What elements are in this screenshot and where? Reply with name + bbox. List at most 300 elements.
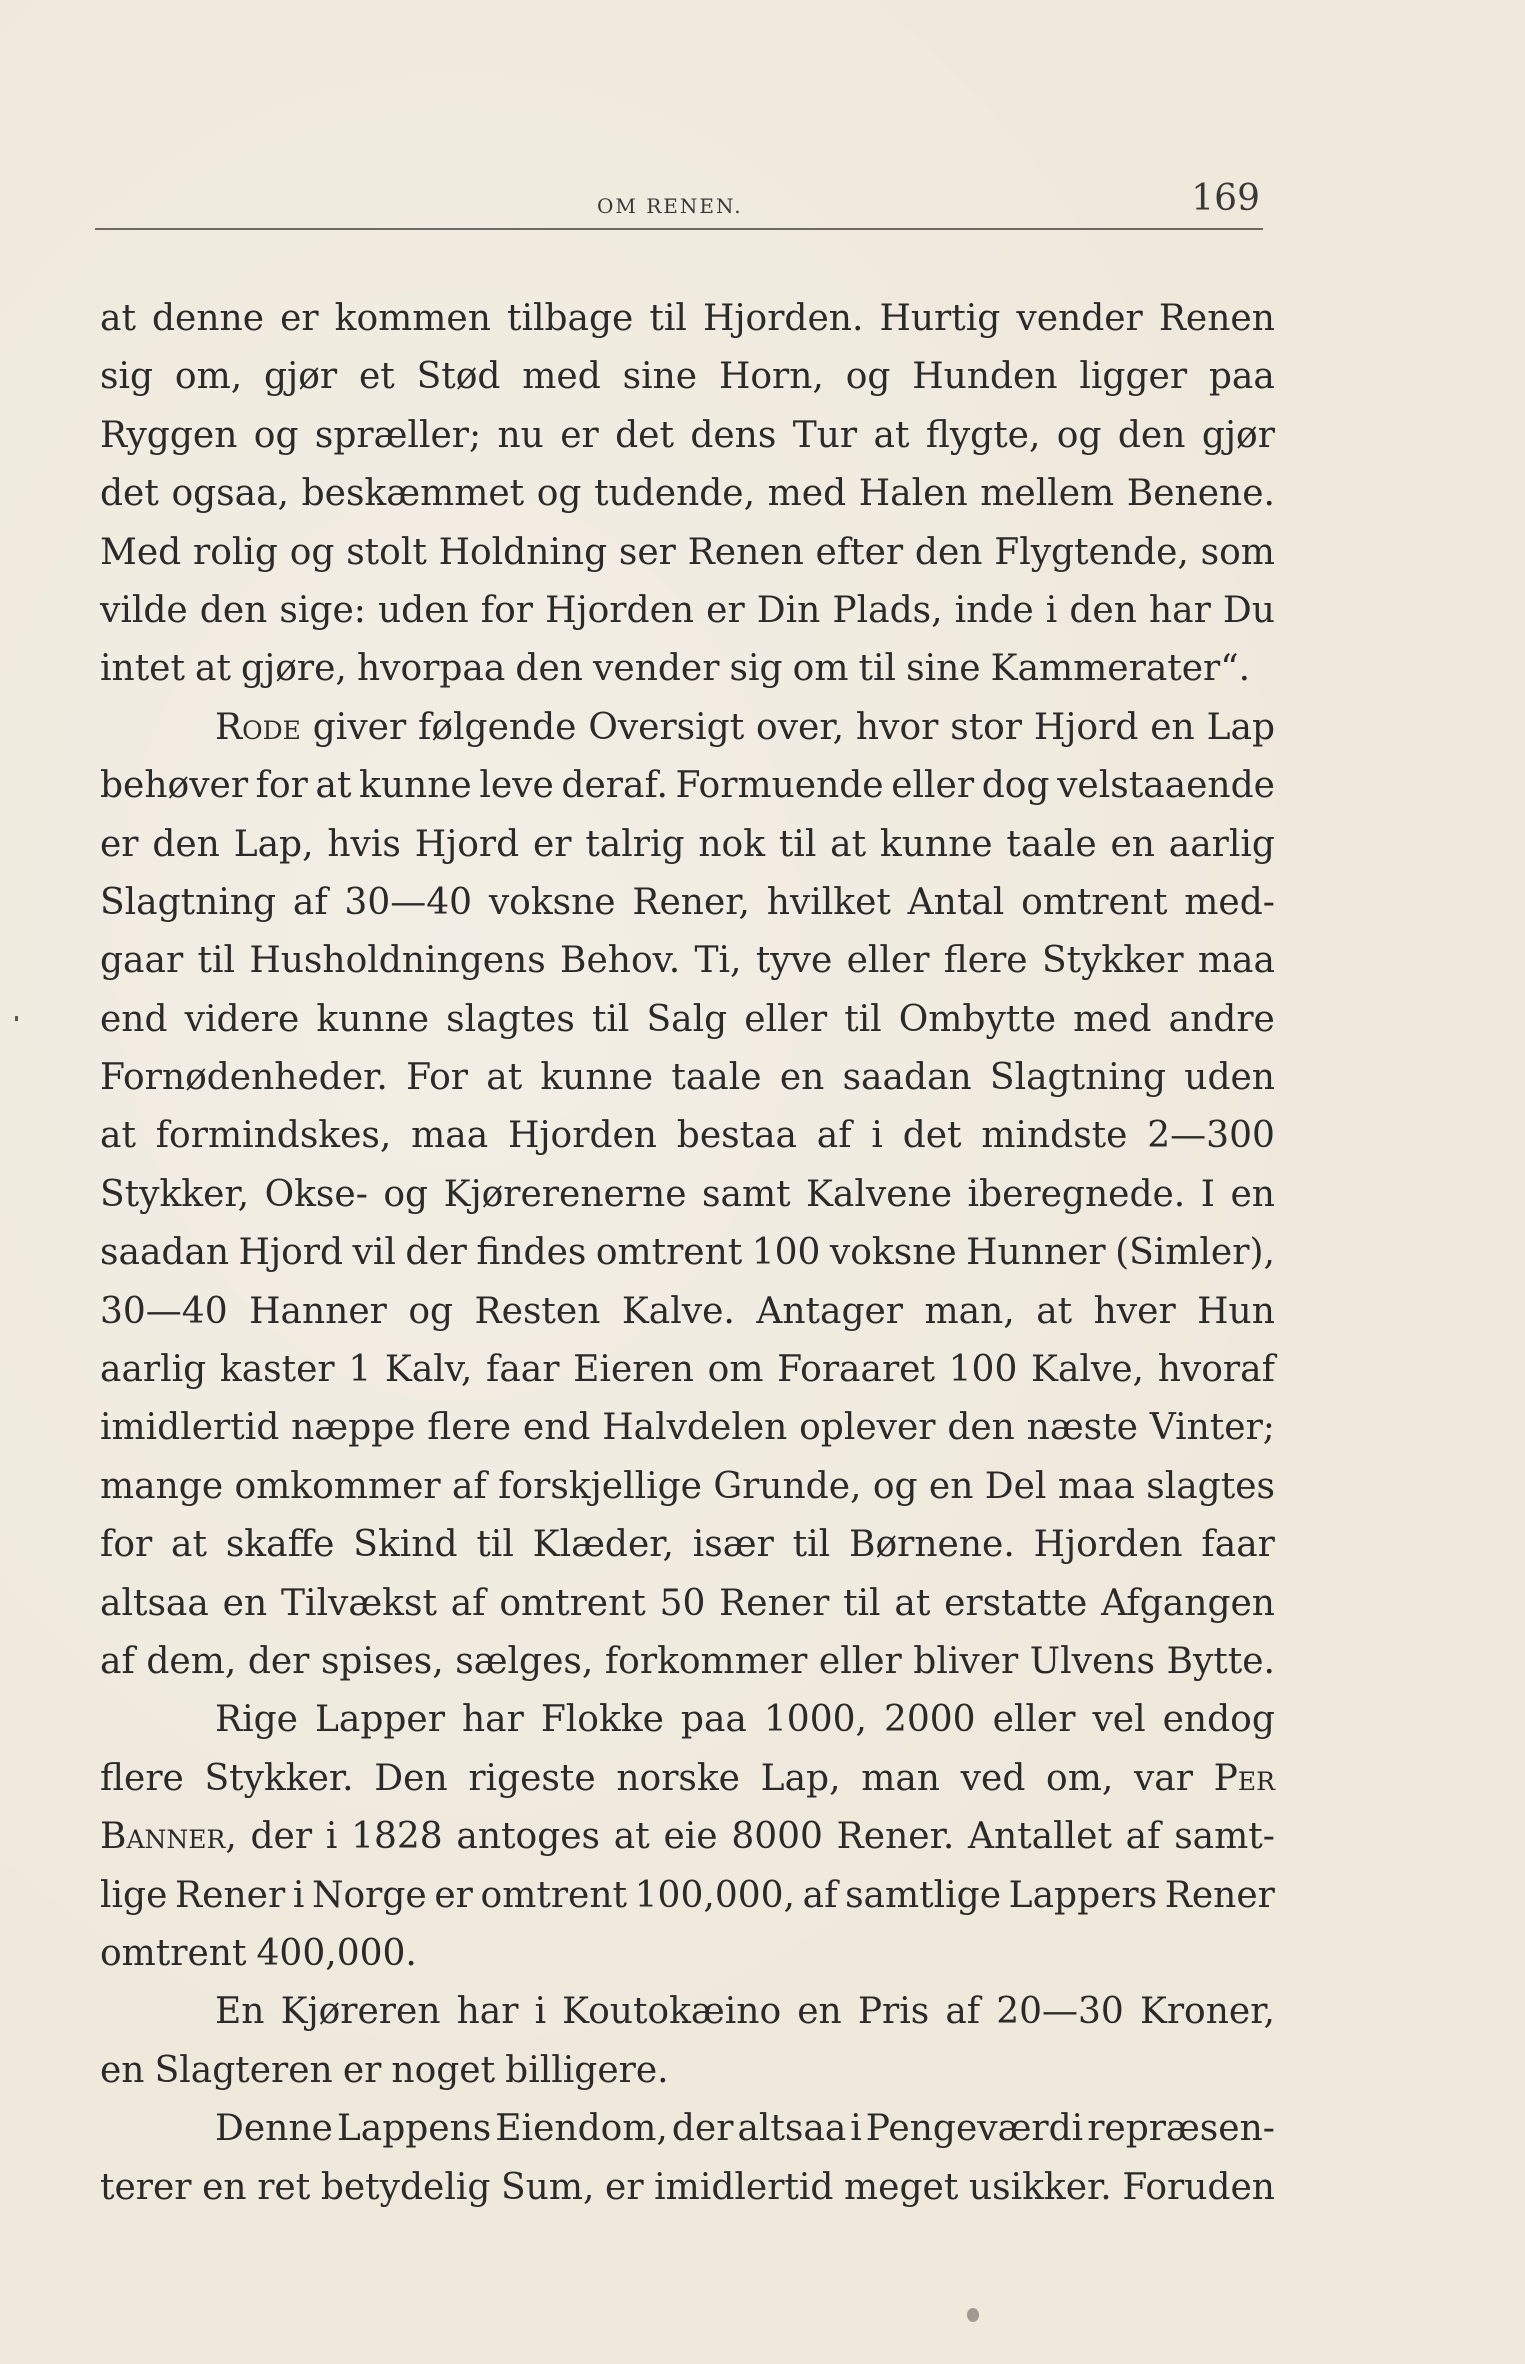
word: og bbox=[408, 1290, 454, 1332]
word: kunne bbox=[879, 823, 993, 865]
word: intet bbox=[100, 648, 185, 690]
word: til bbox=[792, 1524, 831, 1566]
word: om, bbox=[1046, 1757, 1114, 1799]
word: spises, bbox=[320, 1640, 444, 1682]
word: eller bbox=[846, 940, 930, 982]
word: slagtes bbox=[1146, 1465, 1275, 1507]
word: med- bbox=[1184, 881, 1275, 923]
page-number: 169 bbox=[1191, 178, 1260, 219]
word: spræller; bbox=[314, 414, 482, 456]
word: maa bbox=[1197, 940, 1275, 982]
word: eller bbox=[744, 998, 828, 1040]
word: dog bbox=[981, 765, 1050, 807]
word: til bbox=[778, 823, 817, 865]
word: flygte, bbox=[925, 414, 1041, 456]
word: Eiendom, bbox=[495, 2108, 668, 2150]
word: 1828 bbox=[351, 1816, 443, 1858]
word: Rener bbox=[1164, 1874, 1275, 1916]
word: for bbox=[255, 765, 308, 807]
word: over, bbox=[756, 706, 845, 748]
word: i bbox=[292, 1874, 305, 1916]
word: samtlige bbox=[845, 1874, 1001, 1916]
word: andre bbox=[1168, 998, 1275, 1040]
word: end bbox=[100, 998, 168, 1040]
word: flere bbox=[943, 940, 1028, 982]
word: følgende bbox=[418, 706, 577, 748]
word: Flokke bbox=[540, 1699, 664, 1741]
word: imidlertid bbox=[654, 2166, 834, 2208]
word: en bbox=[928, 1465, 974, 1507]
word: for bbox=[480, 589, 533, 631]
word: norske bbox=[616, 1757, 740, 1799]
word: af bbox=[292, 881, 328, 923]
word: (Simler), bbox=[1115, 1232, 1275, 1274]
text-line bbox=[100, 1516, 1275, 1574]
word: omtrent bbox=[1021, 881, 1168, 923]
word: Slagteren bbox=[154, 2049, 333, 2091]
word: og bbox=[536, 473, 582, 515]
word: kunne bbox=[359, 765, 472, 807]
word: med bbox=[767, 473, 847, 515]
word: Kroner, bbox=[1139, 1991, 1275, 2033]
word: af bbox=[945, 1991, 981, 2033]
word: Stykker. bbox=[204, 1757, 354, 1799]
text-line bbox=[100, 1107, 1275, 1165]
word: mindste bbox=[981, 1115, 1128, 1157]
word: er bbox=[434, 1874, 473, 1916]
text-line bbox=[100, 465, 1275, 523]
word: omtrent bbox=[480, 1874, 627, 1916]
word: forskjellige bbox=[498, 1465, 702, 1507]
word: oplever bbox=[799, 1407, 936, 1449]
word: kommen bbox=[334, 298, 491, 339]
word: Hun bbox=[1197, 1290, 1275, 1332]
text-line bbox=[100, 1575, 1275, 1633]
word: Stykker bbox=[1041, 940, 1184, 982]
word: hvilket bbox=[766, 881, 891, 923]
word: vilde bbox=[100, 589, 188, 631]
word: saadan bbox=[842, 1057, 972, 1099]
word: der bbox=[247, 1640, 310, 1682]
word: tilbage bbox=[507, 298, 634, 339]
word: og bbox=[845, 356, 891, 398]
word: 30—40 bbox=[100, 1290, 228, 1332]
word: det bbox=[902, 1115, 962, 1157]
text-line bbox=[100, 640, 1275, 698]
word: vender bbox=[593, 648, 720, 690]
word: det bbox=[100, 473, 159, 515]
word: Kammerater“. bbox=[990, 648, 1251, 690]
word: i bbox=[871, 1115, 883, 1157]
word: Flygtende, bbox=[994, 531, 1189, 573]
word: Fornødenheder. bbox=[100, 1057, 388, 1099]
word: altsaa bbox=[737, 2108, 847, 2150]
word: omtrent bbox=[595, 1232, 743, 1274]
word: flere bbox=[100, 1757, 184, 1799]
word: Holdning bbox=[438, 531, 608, 573]
word: voksne bbox=[488, 881, 616, 923]
word: Renen bbox=[687, 531, 804, 573]
word: Slagtning bbox=[989, 1057, 1167, 1099]
text-line bbox=[100, 816, 1275, 874]
word: sig bbox=[729, 648, 783, 690]
word: samt- bbox=[1174, 1816, 1275, 1858]
word: dens bbox=[690, 414, 777, 456]
word: har bbox=[1148, 589, 1211, 631]
word: Horn, bbox=[718, 356, 824, 398]
word: til bbox=[843, 1582, 881, 1624]
word: endog bbox=[1162, 1699, 1275, 1741]
word: med bbox=[522, 356, 601, 398]
word: Rener. bbox=[836, 1816, 955, 1858]
text-line bbox=[100, 1691, 1275, 1749]
word: Tilvækst bbox=[280, 1582, 437, 1624]
word: at bbox=[894, 1582, 931, 1624]
word: en bbox=[1110, 823, 1155, 865]
word: den bbox=[1117, 414, 1186, 456]
word: er bbox=[605, 2166, 644, 2208]
word: 1 bbox=[348, 1349, 372, 1391]
word: kunne bbox=[540, 1057, 654, 1099]
word: erstatte bbox=[944, 1582, 1088, 1624]
word: der bbox=[405, 1232, 467, 1274]
text-line bbox=[100, 582, 1275, 640]
word: om bbox=[792, 648, 849, 690]
word: er bbox=[532, 823, 572, 865]
word: et bbox=[358, 356, 395, 398]
word: omtrent bbox=[499, 1582, 646, 1624]
word: voksne bbox=[829, 1232, 957, 1274]
word: Den bbox=[374, 1757, 448, 1799]
word: er bbox=[706, 589, 745, 631]
word: hvorpaa bbox=[356, 648, 506, 690]
word: Grunde, bbox=[713, 1465, 862, 1507]
word: omtrent bbox=[100, 1932, 247, 1974]
word: talrig bbox=[585, 823, 685, 865]
word: rigeste bbox=[468, 1757, 596, 1799]
word: I bbox=[1200, 1173, 1215, 1215]
text-line bbox=[100, 1808, 1275, 1866]
word: og bbox=[383, 1173, 429, 1215]
text-line bbox=[100, 699, 1275, 757]
word: uden bbox=[1184, 1057, 1275, 1099]
word: at bbox=[100, 298, 136, 339]
word: Banner, bbox=[100, 1816, 237, 1858]
word: 400,000. bbox=[256, 1932, 417, 1974]
word: Foraaret bbox=[777, 1349, 935, 1391]
word: Lappens bbox=[336, 2108, 492, 2150]
word: ret bbox=[257, 2166, 311, 2208]
word: sælges, bbox=[455, 1640, 594, 1682]
word: især bbox=[692, 1524, 774, 1566]
word: Denne bbox=[215, 2108, 333, 2150]
word: Slagtning bbox=[100, 881, 277, 923]
text-line bbox=[100, 348, 1275, 406]
word: lige bbox=[100, 1874, 168, 1916]
word: Kalve, bbox=[1031, 1349, 1145, 1391]
word: leve bbox=[479, 765, 554, 807]
word: Salg bbox=[646, 998, 728, 1040]
word: Oversigt bbox=[588, 706, 745, 748]
word: Lapper bbox=[314, 1699, 445, 1741]
word: sine bbox=[622, 356, 698, 398]
word: en bbox=[797, 1991, 842, 2033]
word: til bbox=[649, 298, 687, 339]
word: er bbox=[342, 2049, 382, 2091]
word: den bbox=[152, 823, 220, 865]
word: at bbox=[486, 1057, 523, 1099]
word: den bbox=[1069, 589, 1137, 631]
text-line bbox=[100, 991, 1275, 1049]
word: at bbox=[1036, 1290, 1073, 1332]
word: Klæder, bbox=[532, 1524, 674, 1566]
word: ligger bbox=[1079, 356, 1188, 398]
word: Med bbox=[100, 531, 182, 573]
word: en bbox=[202, 2166, 247, 2208]
word: Koutokæino bbox=[562, 1991, 782, 2033]
word: at bbox=[830, 823, 867, 865]
word: Hanner bbox=[249, 1290, 387, 1332]
word: af bbox=[450, 1582, 486, 1624]
word: 2—300 bbox=[1147, 1115, 1275, 1157]
word: 100 bbox=[751, 1232, 821, 1274]
word: Lap bbox=[1206, 706, 1275, 748]
word: den bbox=[515, 648, 583, 690]
word: af bbox=[816, 1115, 852, 1157]
word: Hunner bbox=[966, 1232, 1106, 1274]
word: at bbox=[195, 648, 231, 690]
word: hvor bbox=[855, 706, 939, 748]
word: tyve bbox=[755, 940, 833, 982]
word: iberegnede. bbox=[967, 1173, 1186, 1215]
word: en bbox=[1230, 1173, 1275, 1215]
word: Lappers bbox=[1008, 1874, 1158, 1916]
word: faar bbox=[486, 1349, 560, 1391]
word: Kalv, bbox=[384, 1349, 473, 1391]
word: denne bbox=[152, 298, 265, 339]
word: end bbox=[522, 1407, 591, 1449]
word: hver bbox=[1093, 1290, 1176, 1332]
word: Hjord bbox=[1033, 706, 1139, 748]
word: var bbox=[1133, 1757, 1193, 1799]
word: Din bbox=[756, 589, 821, 631]
word: Halen bbox=[858, 473, 968, 515]
word: efter bbox=[815, 531, 904, 573]
word: videre bbox=[184, 998, 300, 1040]
word: næste bbox=[1026, 1407, 1138, 1449]
word: i bbox=[534, 1991, 547, 2033]
word: usikker. bbox=[968, 2166, 1112, 2208]
word: behøver bbox=[100, 765, 249, 807]
word: er bbox=[280, 298, 319, 339]
text-line bbox=[100, 407, 1275, 465]
word: Børnene. bbox=[849, 1524, 1015, 1566]
word: Pris bbox=[857, 1991, 930, 2033]
word: taale bbox=[1006, 823, 1097, 865]
word: Vinter; bbox=[1149, 1407, 1275, 1449]
word: Rener, bbox=[632, 881, 750, 923]
word: Hjorden bbox=[545, 589, 695, 631]
word: Hjorden bbox=[508, 1115, 657, 1157]
paper-speck bbox=[15, 1016, 18, 1021]
text-line bbox=[100, 2100, 1275, 2158]
word: og bbox=[872, 1465, 918, 1507]
word: Rener bbox=[175, 1874, 286, 1916]
word: Eieren bbox=[573, 1349, 694, 1391]
word: gjør bbox=[1201, 414, 1275, 456]
text-line bbox=[100, 757, 1275, 815]
word: nok bbox=[698, 823, 766, 865]
word: vil bbox=[352, 1232, 396, 1274]
text-line bbox=[100, 290, 1275, 348]
word: imidlertid bbox=[100, 1407, 280, 1449]
word: 20—30 bbox=[996, 1991, 1124, 2033]
text-line bbox=[100, 2159, 1275, 2217]
word: noget bbox=[391, 2049, 496, 2091]
word: Sum, bbox=[501, 2166, 595, 2208]
word: Hunden bbox=[912, 356, 1058, 398]
text-line bbox=[100, 1341, 1275, 1399]
word: terer bbox=[100, 2166, 192, 2208]
word: med bbox=[1073, 998, 1152, 1040]
word: at bbox=[100, 1115, 136, 1157]
word: Tur bbox=[792, 414, 858, 456]
word: af bbox=[802, 1874, 838, 1916]
header-rule bbox=[95, 228, 1263, 230]
word: Kalvene bbox=[806, 1173, 953, 1215]
word: Resten bbox=[474, 1290, 601, 1332]
word: Husholdningens bbox=[249, 940, 546, 982]
word: den bbox=[199, 589, 268, 631]
word: faar bbox=[1201, 1524, 1275, 1566]
word: Hurtig bbox=[879, 298, 1001, 339]
word: at bbox=[171, 1524, 207, 1566]
word: kaster bbox=[219, 1349, 335, 1391]
word: Pengeværdi bbox=[865, 2108, 1084, 2150]
word: uden bbox=[377, 589, 469, 631]
word: om bbox=[707, 1349, 764, 1391]
word: Renen bbox=[1158, 298, 1275, 339]
word: Formuende bbox=[675, 765, 884, 807]
word: stor bbox=[950, 706, 1023, 748]
word: 50 bbox=[659, 1582, 706, 1624]
text-line bbox=[100, 1458, 1275, 1516]
word: maa bbox=[411, 1115, 489, 1157]
word: den bbox=[914, 531, 983, 573]
word: Skind bbox=[353, 1524, 458, 1566]
word: Rener bbox=[719, 1582, 830, 1624]
word: eie bbox=[663, 1816, 718, 1858]
word: at bbox=[613, 1816, 650, 1858]
word: Kalve. bbox=[621, 1290, 735, 1332]
word: hvoraf bbox=[1157, 1349, 1275, 1391]
word: dem, bbox=[146, 1640, 237, 1682]
word: Stød bbox=[416, 356, 501, 398]
word: nu bbox=[497, 414, 544, 456]
text-line bbox=[100, 1983, 1275, 2041]
word: samt bbox=[702, 1173, 791, 1215]
word: Foruden bbox=[1122, 2166, 1275, 2208]
word: flere bbox=[427, 1407, 512, 1449]
text-line bbox=[100, 1224, 1275, 1282]
word: Del bbox=[984, 1465, 1047, 1507]
word: en bbox=[100, 2049, 145, 2091]
word: Norge bbox=[311, 1874, 427, 1916]
word: Ombytte bbox=[898, 998, 1057, 1040]
word: eller bbox=[992, 1699, 1076, 1741]
word: formindskes, bbox=[155, 1115, 392, 1157]
word: 100 bbox=[948, 1349, 1018, 1391]
word: hvis bbox=[327, 823, 401, 865]
word: gjør bbox=[264, 356, 338, 398]
word: tudende, bbox=[594, 473, 756, 515]
word: aarlig bbox=[100, 1349, 207, 1391]
word: og bbox=[289, 531, 335, 573]
word: for bbox=[100, 1524, 153, 1566]
word: til bbox=[591, 998, 630, 1040]
word: beskæmmet bbox=[301, 473, 525, 515]
word: Okse- bbox=[264, 1173, 368, 1215]
word: Bytte. bbox=[1166, 1640, 1275, 1682]
word: maa bbox=[1057, 1465, 1135, 1507]
word: til bbox=[476, 1524, 514, 1566]
word: ogsaa, bbox=[171, 473, 289, 515]
word: det bbox=[615, 414, 674, 456]
word: Ulvens bbox=[1029, 1640, 1155, 1682]
text-line bbox=[100, 2042, 1275, 2100]
word: er bbox=[100, 823, 139, 865]
word: velstaaende bbox=[1057, 765, 1275, 807]
word: Ryggen bbox=[100, 414, 238, 456]
word: Antal bbox=[907, 881, 1005, 923]
word: slagtes bbox=[446, 998, 575, 1040]
word: forkommer bbox=[604, 1640, 808, 1682]
text-line bbox=[100, 1925, 1275, 1983]
word: ser bbox=[618, 531, 676, 573]
word: betydelig bbox=[320, 2166, 491, 2208]
word: mange bbox=[100, 1465, 224, 1507]
word: næppe bbox=[291, 1407, 416, 1449]
word: Antager bbox=[756, 1290, 903, 1332]
body-text bbox=[100, 290, 1275, 2217]
word: sige: bbox=[279, 589, 366, 631]
word: sine bbox=[906, 648, 981, 690]
word: i bbox=[1045, 589, 1058, 631]
word: En bbox=[215, 1991, 265, 2033]
word: som bbox=[1200, 531, 1275, 573]
word: Hjord bbox=[414, 823, 520, 865]
word: inde bbox=[954, 589, 1034, 631]
text-line bbox=[100, 1283, 1275, 1341]
word: 30—40 bbox=[344, 881, 473, 923]
word: at bbox=[315, 765, 352, 807]
text-line bbox=[100, 1633, 1275, 1691]
word: rolig bbox=[192, 531, 278, 573]
word: vender bbox=[1016, 298, 1143, 339]
word: Kjøreren bbox=[280, 1991, 441, 2033]
word: til bbox=[844, 998, 882, 1040]
word: til bbox=[858, 648, 897, 690]
word: en bbox=[222, 1582, 268, 1624]
word: gjøre, bbox=[241, 648, 347, 690]
word: den bbox=[947, 1407, 1015, 1449]
word: 8000 bbox=[731, 1816, 823, 1858]
word: eller bbox=[891, 765, 975, 807]
word: i bbox=[325, 1816, 338, 1858]
word: vel bbox=[1092, 1699, 1146, 1741]
word: af bbox=[451, 1465, 487, 1507]
word: der bbox=[671, 2108, 734, 2150]
